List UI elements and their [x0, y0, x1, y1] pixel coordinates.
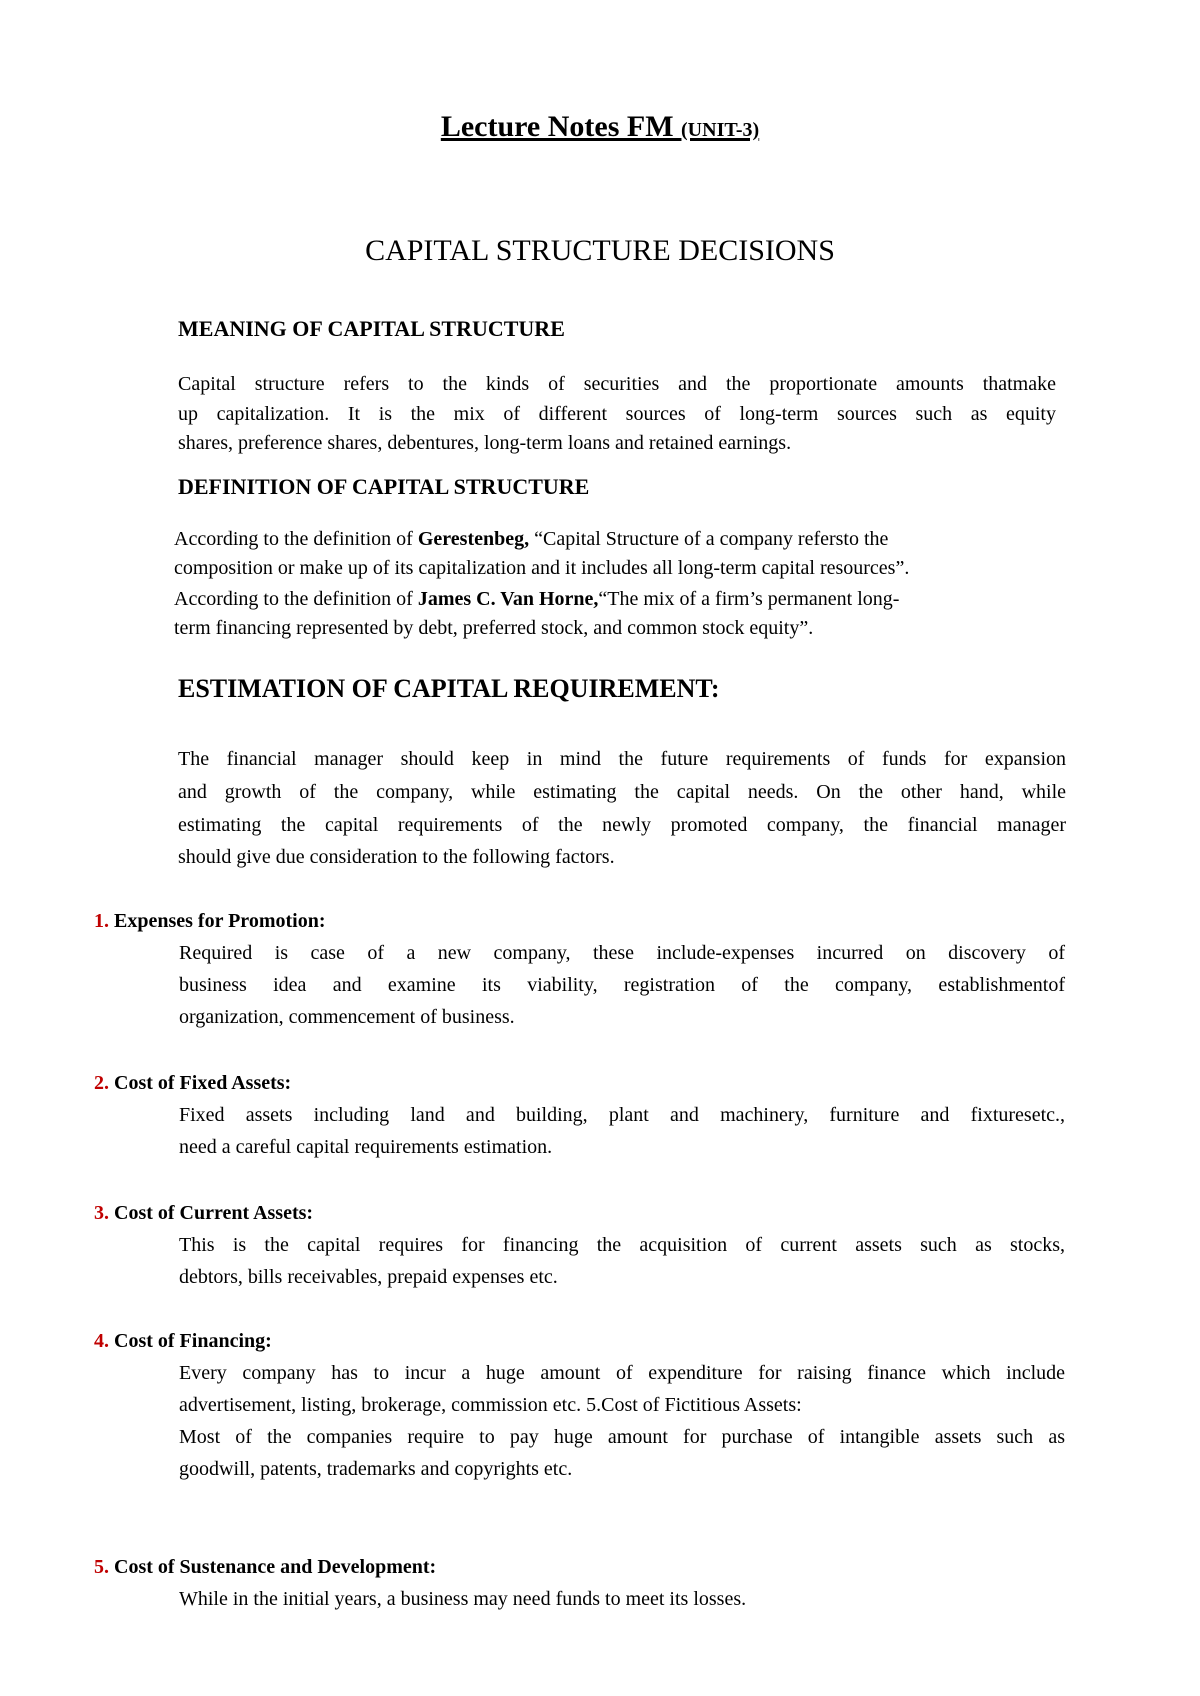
factor-number: 5.	[94, 1556, 109, 1578]
meaning-heading: MEANING OF CAPITAL STRUCTURE	[178, 316, 565, 341]
estimation-line: estimating the capital requirements of the newly promoted company, the financial manager	[178, 814, 1066, 836]
factor-title: Cost of Sustenance and Development:	[109, 1556, 437, 1578]
factor-title: Expenses for Promotion:	[109, 910, 326, 932]
estimation-line: should give due consideration to the following factors.	[178, 846, 615, 868]
factor-number: 4.	[94, 1330, 109, 1352]
factor-line: advertisement, listing, brokerage, commission etc. 5.Cost of Fictitious Assets:	[179, 1394, 802, 1416]
definition-line: term financing represented by debt, preferred stock, and common stock equity”.	[174, 617, 814, 639]
factor-heading	[94, 1330, 272, 1353]
factor-line: goodwill, patents, trademarks and copyrights etc.	[179, 1458, 573, 1480]
meaning-line: shares, preference shares, debentures, long-term loans and retained earnings.	[178, 432, 792, 454]
factor-title: Cost of Fixed Assets:	[109, 1072, 292, 1094]
meaning-line: up capitalization. It is the mix of different sources of long-term sources such as equity	[178, 403, 1056, 425]
definition-text: “The mix of a firm’s permanent long-	[598, 588, 900, 610]
factor-number: 1.	[94, 910, 109, 932]
factor-line: business idea and examine its viability, registration of the company, establishmentof	[179, 974, 1065, 996]
estimation-line: The financial manager should keep in mind the future requirements of funds for expansion	[178, 748, 1066, 770]
factor-number: 3.	[94, 1202, 109, 1224]
factor-line: Every company has to incur a huge amount of expenditure for raising finance which include	[179, 1362, 1065, 1384]
meaning-line: Capital structure refers to the kinds of securities and the proportionate amounts thatmake	[178, 373, 1056, 395]
author-name: James C. Van Horne,	[417, 588, 599, 610]
definition-paragraph-1	[174, 528, 888, 551]
factor-title: Cost of Financing:	[109, 1330, 272, 1352]
author-name: Gerestenbeg,	[417, 528, 530, 550]
factor-heading	[94, 910, 325, 933]
estimation-line: and growth of the company, while estimating the capital needs. On the other hand, while	[178, 781, 1066, 803]
page-title	[0, 110, 1200, 144]
factor-heading	[94, 1202, 313, 1225]
factor-heading	[94, 1556, 436, 1579]
definition-text: According to the definition of	[174, 588, 418, 610]
factor-line: debtors, bills receivables, prepaid expenses etc.	[179, 1266, 558, 1288]
factor-number: 2.	[94, 1072, 109, 1094]
factor-line: organization, commencement of business.	[179, 1006, 515, 1028]
factor-line: This is the capital requires for financing the acquisition of current assets such as stocks,	[179, 1234, 1065, 1256]
estimation-heading: ESTIMATION OF CAPITAL REQUIREMENT:	[178, 674, 720, 703]
title-text: Lecture Notes FM	[440, 110, 682, 143]
factor-line: need a careful capital requirements estimation.	[179, 1136, 553, 1158]
main-heading: CAPITAL STRUCTURE DECISIONS	[365, 234, 835, 267]
definition-text: According to the definition of	[174, 528, 418, 550]
factor-line: Required is case of a new company, these include-expenses incurred on discovery of	[179, 942, 1065, 964]
factor-line: Most of the companies require to pay huge amount for purchase of intangible assets such as	[179, 1426, 1065, 1448]
definition-line: composition or make up of its capitalization and it includes all long-term capital resources”.	[174, 557, 910, 579]
unit-label: (UNIT-3)	[681, 119, 760, 141]
factor-title: Cost of Current Assets:	[109, 1202, 314, 1224]
factor-line: While in the initial years, a business may need funds to meet its losses.	[179, 1588, 747, 1610]
definition-paragraph-2	[174, 588, 899, 611]
definition-heading: DEFINITION OF CAPITAL STRUCTURE	[178, 474, 590, 499]
factor-heading	[94, 1072, 291, 1095]
definition-text: “Capital Structure of a company refersto the	[529, 528, 889, 550]
factor-line: Fixed assets including land and building, plant and machinery, furniture and fixturesetc.,	[179, 1104, 1065, 1126]
